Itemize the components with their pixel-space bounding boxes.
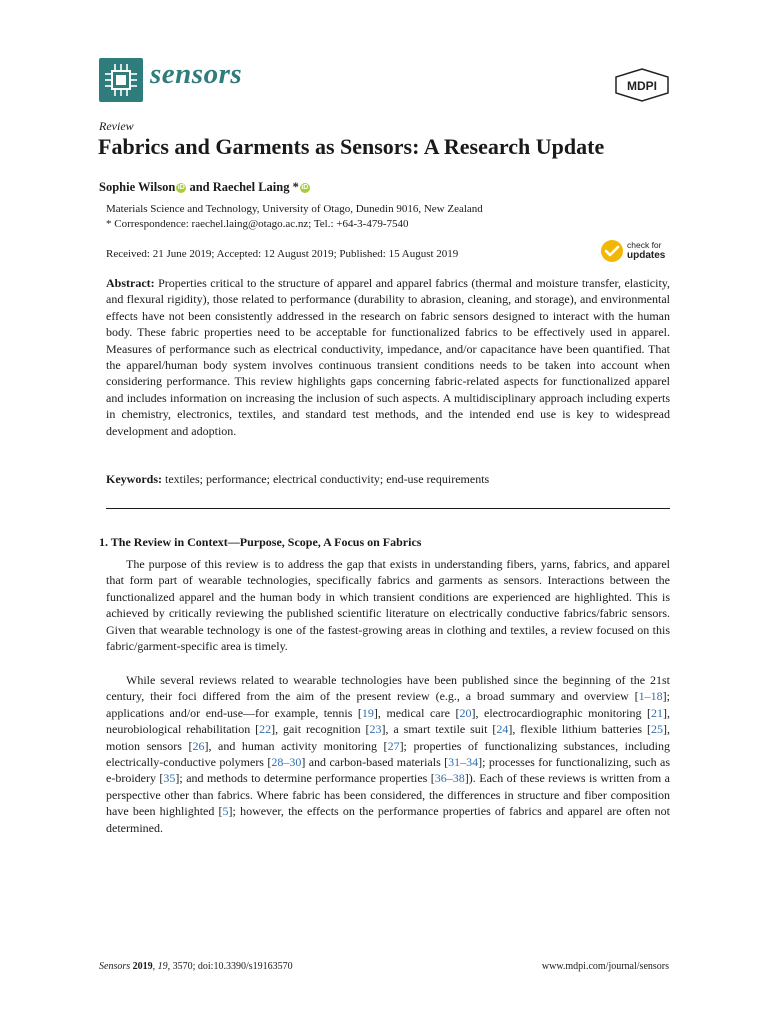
paragraph-text: ] and carbon-based materials [ [301, 755, 449, 770]
paragraph-text: ]; however, the effects on the performance properties of fabrics and apparel are often not determined. [106, 804, 670, 835]
keywords-text: textiles; performance; electrical conductivity; end-use requirements [162, 472, 490, 486]
citation-link[interactable]: 25 [651, 722, 664, 737]
citation-link[interactable]: 28–30 [271, 755, 302, 770]
author-separator: and [186, 180, 213, 194]
paragraph-text: ]; properties of functionalizing substances, including electrically-conductive polymers [ [106, 738, 670, 770]
updates-label: updates [627, 250, 666, 261]
citation-link[interactable]: 31–34 [448, 755, 479, 770]
paragraph-text: ], flexible lithium batteries [ [508, 722, 652, 737]
publication-dates: Received: 21 June 2019; Accepted: 12 August 2019; Published: 15 August 2019 [106, 248, 459, 260]
author-list [99, 180, 310, 195]
paragraph-text: ], gait recognition [ [271, 722, 370, 737]
corresponding-mark: * [289, 180, 299, 194]
body-paragraph [106, 672, 670, 836]
check-updates-icon [600, 239, 624, 263]
affiliation: Materials Science and Technology, University of Otago, Dunedin 9016, New Zealand [106, 203, 483, 215]
citation-link[interactable]: 20 [459, 705, 472, 720]
article-title: Fabrics and Garments as Sensors: A Research Update [98, 134, 605, 159]
check-updates-badge[interactable] [600, 238, 674, 264]
citation-link[interactable]: 22 [259, 722, 272, 737]
footer-doi: , 3570; doi:10.3390/s19163570 [167, 961, 293, 972]
citation-link[interactable]: 1–18 [638, 689, 663, 704]
paragraph-text: ], and human activity monitoring [ [204, 738, 388, 753]
publisher-name: MDPI [627, 79, 657, 93]
section-heading: 1. The Review in Context—Purpose, Scope, A Focus on Fabrics [99, 535, 422, 549]
citation-link[interactable]: 5 [222, 804, 229, 819]
abstract-label: Abstract: [106, 276, 155, 290]
abstract-text: Properties critical to the structure of apparel and apparel fabrics (thermal and moisture transfer, elasticity, and flexural rigidity), those related to performance (durability to abrasion, cleaning, and storage), and environmental effects have not been consistently addressed in the research on fabric sensors designed to interact with the human body. These fabric properties need to be acceptable for functionalized fabrics to be effectively used in apparel. Measures of performance such as electrical conductivity, impedance, and/or capacitance have been quantified. That the apparel/human body system involves continuous transient conditions needs to be taken into account when considering performance. This review highlights gaps concerning fabric-related aspects for functionalized apparel and includes information on increasing the inclusion of such aspects. A multidisciplinary approach including experts in chemistry, electronics, textiles, and standard test methods, and the intended end use is key to widespread development and adoption. [106, 276, 670, 438]
paragraph-text: ]). Each of these reviews is written from a perspective other than fabrics. Where fabric has been considered, the differences in structure and fiber composition have been highlighted [ [106, 771, 670, 819]
author-name[interactable]: Sophie Wilson [99, 180, 176, 194]
citation-link[interactable]: 24 [496, 722, 509, 737]
orcid-icon[interactable]: iD [301, 184, 309, 191]
journal-name[interactable]: sensors [150, 58, 243, 90]
citation-link[interactable]: 36–38 [434, 771, 465, 786]
citation-link[interactable]: 21 [651, 705, 663, 720]
footer-journal: Sensors [99, 961, 131, 972]
paragraph-text: ], neurobiological rehabilitation [ [106, 705, 670, 737]
paragraph-text: ], electrocardiographic monitoring [ [471, 705, 651, 720]
footer-year: 2019 [130, 961, 153, 972]
chip-icon [99, 58, 143, 102]
paragraph-text: While several reviews related to wearable technologies have been published since the beginning of the 21st century, their foci differed from the aim of the present review (e.g., a broad summary and overview [ [106, 673, 670, 704]
mdpi-logo-icon[interactable] [614, 68, 670, 102]
abstract [106, 275, 670, 439]
keywords [106, 471, 670, 487]
paragraph-text: ]; processes for functionalizing, such as e-broidery [ [106, 755, 670, 786]
updates-label: check for [627, 240, 662, 250]
paragraph-text: ]; and methods to determine performance properties [ [175, 771, 435, 786]
orcid-icon[interactable]: iD [177, 184, 185, 191]
footer-citation [99, 961, 293, 972]
body-paragraph: The purpose of this review is to address the gap that exists in understanding fibers, yarns, fabrics, and apparel that form part of wearable technologies, specifically fabrics and garments as sensors. Interactions between the functionalized apparel and the human body in which transient conditions are experienced are highlighted. This is achieved by critically reviewing the published scientific literature on electrically conductive fabrics/fabric sensors. Given that wearable technology is one of the fastest-growing areas in clothing and textiles, a review focused on this fabric/garment-specific area is timely. [106, 557, 670, 654]
citation-link[interactable]: 19 [361, 705, 374, 720]
paragraph-text: ], a smart textile suit [ [381, 722, 497, 737]
citation-link[interactable]: 27 [387, 738, 400, 753]
correspondence: * Correspondence: raechel.laing@otago.ac.nz; Tel.: +64-3-479-7540 [106, 218, 409, 230]
paragraph-text: ], motion sensors [ [106, 722, 671, 753]
paragraph-text: ], medical care [ [373, 705, 460, 720]
paragraph-text: ]; applications and/or end-use—for example, tennis [ [106, 689, 670, 720]
section-divider [106, 508, 670, 509]
footer-volume: 19 [157, 961, 168, 972]
article-type: Review [99, 119, 134, 133]
citation-link[interactable]: 23 [369, 722, 382, 737]
footer-separator: , [152, 961, 158, 972]
citation-link[interactable]: 35 [163, 771, 176, 786]
author-name[interactable]: Raechel Laing [212, 180, 290, 194]
keywords-label: Keywords: [106, 472, 162, 486]
footer-url[interactable]: www.mdpi.com/journal/sensors [541, 961, 669, 972]
citation-link[interactable]: 26 [192, 738, 205, 753]
